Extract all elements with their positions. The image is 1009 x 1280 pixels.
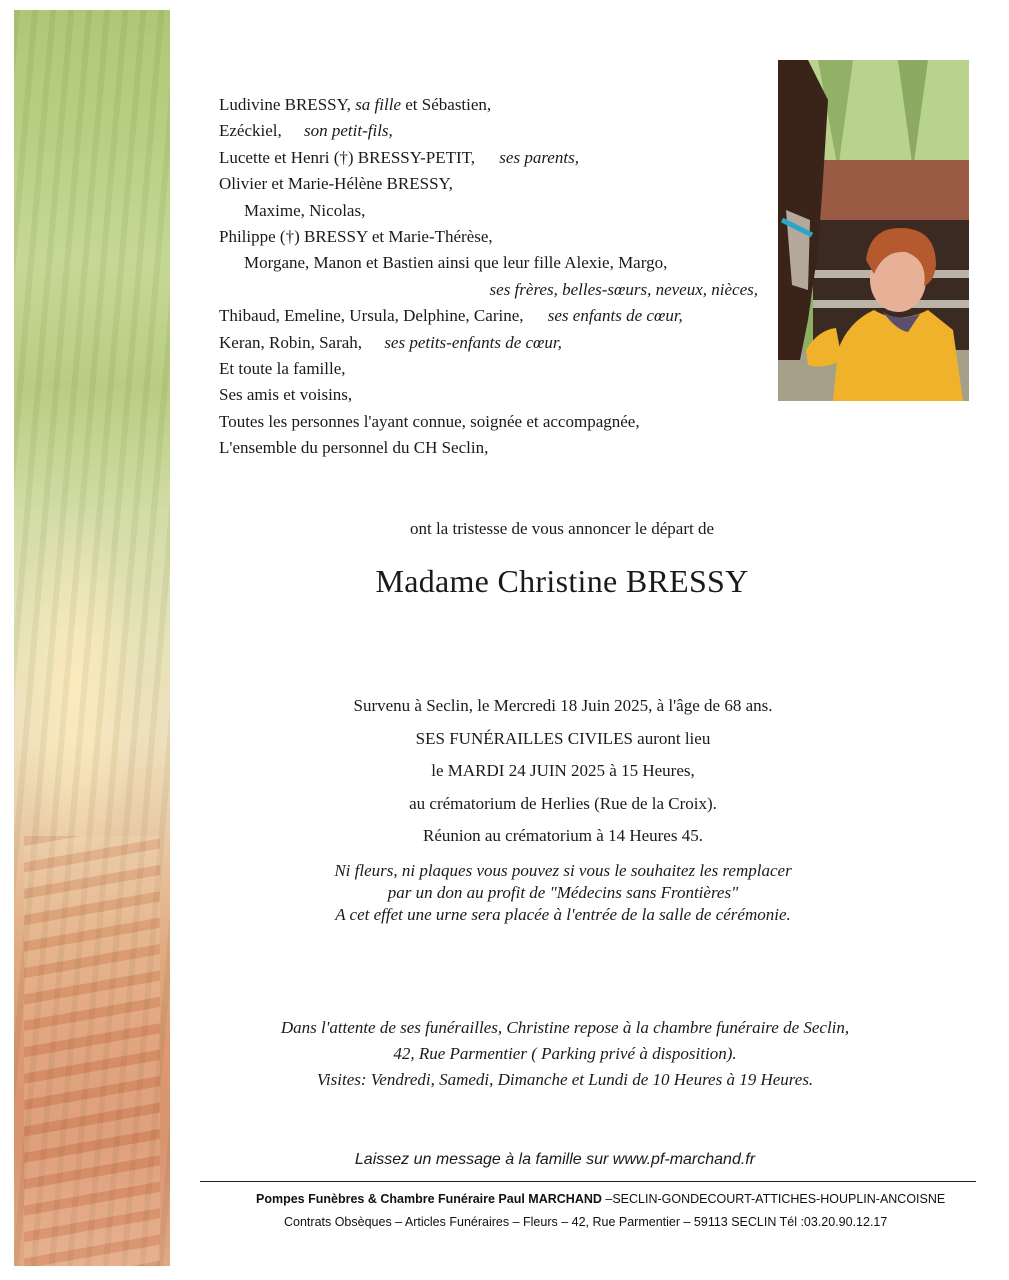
wake-info-line: Visites: Vendredi, Samedi, Dimanche et Lundi de 10 Heures à 19 Heures. (316, 1070, 814, 1089)
footer-contact: Contrats Obsèques – Articles Funéraires – Fleurs – 42, Rue Parmentier – 59113 SECLIN Tél :03.20.90.12.17 (284, 1215, 888, 1229)
family-name: Maxime, Nicolas, (244, 200, 366, 220)
announcement-text: ont la tristesse de vous annoncer le départ de (409, 519, 714, 538)
family-line-siblings-role (219, 277, 769, 303)
family-line-carers (219, 409, 769, 435)
family-name: Ezéckiel, (219, 121, 282, 141)
forest-path-banner-image (14, 10, 170, 1266)
family-line-daughter (219, 92, 769, 118)
funeral-date: le MARDI 24 JUIN 2025 à 15 Heures, (431, 761, 695, 781)
deceased-name: Madame Christine BRESSY (375, 563, 749, 599)
gathering-time: Réunion au crématorium à 14 Heures 45. (423, 826, 703, 846)
family-role: ses frères, belles-sœurs, neveux, nièces, (489, 279, 758, 299)
family-role: ses petits-enfants de cœur, (384, 332, 562, 352)
family-line-heart-grandchildren (219, 330, 769, 356)
family-role: son petit-fils, (304, 121, 393, 141)
family-role: ses parents, (499, 147, 579, 167)
family-name: Morgane, Manon et Bastien ainsi que leur fille Alexie, Margo, (244, 253, 668, 273)
flowers-note-line: par un don au profit de "Médecins sans Frontières" (387, 883, 739, 902)
family-line-hospital-staff (219, 435, 769, 461)
family-line-grandson (219, 118, 769, 144)
footer-company-line (200, 1188, 976, 1211)
family-line-whole-family (219, 356, 769, 382)
footer-divider (200, 1181, 976, 1182)
family-role: ses enfants de cœur, (547, 306, 683, 326)
wake-info-line: 42, Rue Parmentier ( Parking privé à disposition). (393, 1044, 737, 1063)
wake-info-line: Dans l'attente de ses funérailles, Christine repose à la chambre funéraire de Seclin, (280, 1018, 850, 1037)
family-name: Ses amis et voisins, (219, 385, 353, 405)
family-name: Thibaud, Emeline, Ursula, Delphine, Carine, (219, 306, 524, 326)
family-name: Olivier et Marie-Hélène BRESSY, (219, 174, 453, 194)
portrait-photo-drawing (778, 60, 969, 401)
family-name: Keran, Robin, Sarah, (219, 332, 363, 352)
family-line-nephews-1 (219, 198, 769, 224)
family-line-sibling-philippe (219, 224, 769, 250)
family-line-friends (219, 382, 769, 408)
family-name: Ludivine BRESSY, (219, 95, 351, 114)
wake-info (190, 1015, 940, 1093)
online-message-link[interactable]: Laissez un message à la famille sur www.pf-marchand.fr (354, 1151, 756, 1168)
family-list (219, 92, 769, 461)
family-name: Lucette et Henri (†) BRESSY-PETIT, (219, 147, 476, 167)
flowers-note (170, 860, 956, 926)
family-name: Et toute la famille, (219, 358, 346, 378)
family-line-heart-children (219, 303, 769, 329)
funeral-details (170, 690, 956, 853)
funeral-home-footer (200, 1188, 976, 1234)
footer-locations: –SECLIN-GONDECOURT-ATTICHES-HOUPLIN-ANCOISNE (601, 1192, 946, 1206)
family-role: sa fille (355, 95, 401, 114)
flowers-note-line: A cet effet une urne sera placée à l'entrée de la salle de cérémonie. (335, 905, 791, 924)
family-name-suffix: et Sébastien, (405, 95, 492, 114)
death-info: Survenu à Seclin, le Mercredi 18 Juin 2025, à l'âge de 68 ans. (353, 696, 773, 715)
footer-company: Pompes Funèbres & Chambre Funéraire Paul MARCHAND (256, 1192, 602, 1206)
family-line-parents (219, 145, 769, 171)
family-line-sibling-olivier (219, 171, 769, 197)
flowers-note-line: Ni fleurs, ni plaques vous pouvez si vous le souhaitez les remplacer (334, 861, 792, 880)
funeral-location: au crématorium de Herlies (Rue de la Croix). (409, 793, 717, 813)
family-name: Philippe (†) BRESSY et Marie-Thérèse, (219, 226, 493, 246)
funeral-type: SES FUNÉRAILLES CIVILES auront lieu (415, 728, 711, 748)
portrait-photo (778, 60, 969, 401)
family-line-nephews-2 (219, 250, 769, 276)
family-name: L'ensemble du personnel du CH Seclin, (219, 438, 489, 458)
family-name: Toutes les personnes l'ayant connue, soignée et accompagnée, (219, 411, 640, 431)
